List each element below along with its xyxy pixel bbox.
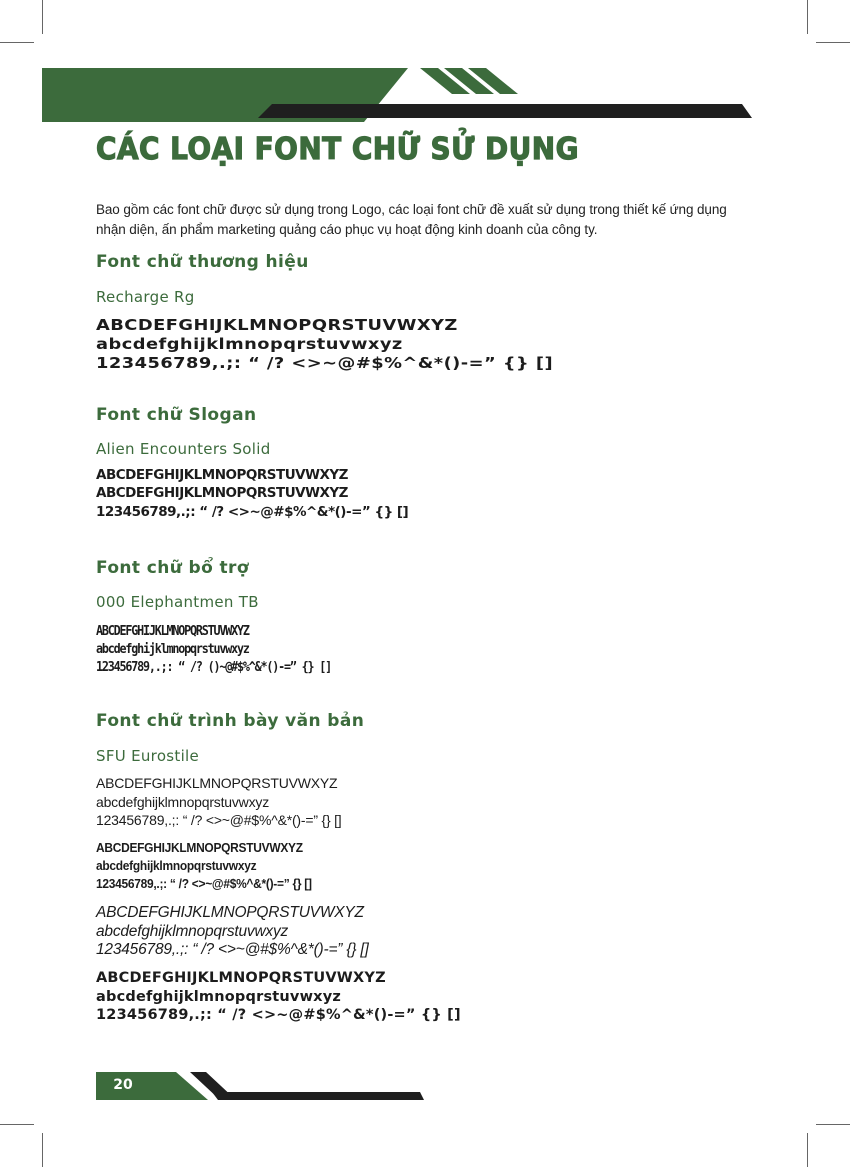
header-dark-bar — [258, 104, 752, 118]
sample-condensed-lowercase: abcdefghijklmnopqrstuvwxyz — [96, 858, 257, 873]
sample-black-numbers: 123456789,.;: “ /? <>~@#$%^&*()-=” {} [] — [96, 1007, 461, 1023]
sample-lowercase: abcdefghijklmnopqrstuvwxyz — [96, 642, 249, 657]
crop-mark — [807, 0, 808, 34]
font-name-alien-encounters: Alien Encounters Solid — [96, 440, 271, 458]
sample-regular-uppercase: ABCDEFGHIJKLMNOPQRSTUVWXYZ — [96, 775, 338, 791]
font-name-eurostile: SFU Eurostile — [96, 747, 200, 765]
page-title: CÁC LOẠI FONT CHỮ SỬ DỤNG — [96, 132, 579, 167]
section-title-slogan-font: Font chữ Slogan — [96, 405, 257, 425]
sample-regular-numbers: 123456789,.;: “ /? <>~@#$%^&*()-=” {} [] — [96, 812, 342, 828]
crop-mark — [816, 42, 850, 43]
sample-uppercase-alt: ABCDEFGHIJKLMNOPQRSTUVWXYZ — [96, 485, 348, 501]
page-number: 20 — [113, 1077, 133, 1093]
sample-numbers: 123456789,.;: “ /? <>~@#$%^&*()-=” {} [] — [96, 354, 554, 372]
crop-mark — [42, 1133, 43, 1167]
font-name-elephantmen: 000 Elephantmen TB — [96, 593, 259, 611]
intro-paragraph: Bao gồm các font chữ được sử dụng trong Logo, các loại font chữ đề xuất sử dụng trong thiết kế ứng dụng nhận diện, ấn phẩm marketing quảng cáo phục vụ hoạt động kinh doanh của công ty. — [96, 202, 727, 237]
footer-dark-bar — [212, 1092, 424, 1100]
crop-mark — [807, 1133, 808, 1167]
sample-uppercase: ABCDEFGHIJKLMNOPQRSTUVWXYZ — [96, 467, 348, 483]
crop-mark — [0, 1124, 34, 1125]
sample-lowercase: abcdefghijklmnopqrstuvwxyz — [96, 335, 403, 353]
section-title-brand-font: Font chữ thương hiệu — [96, 252, 309, 272]
section-title-supporting-font: Font chữ bổ trợ — [96, 558, 249, 578]
crop-mark — [0, 42, 34, 43]
sample-regular-lowercase: abcdefghijklmnopqrstuvwxyz — [96, 794, 269, 810]
sample-uppercase: ABCDEFGHIJKLMNOPQRSTUVWXYZ — [96, 624, 249, 639]
crop-mark — [42, 0, 43, 34]
sample-black-uppercase: ABCDEFGHIJKLMNOPQRSTUVWXYZ — [96, 970, 386, 986]
crop-mark — [816, 1124, 850, 1125]
sample-italic-lowercase: abcdefghijklmnopqrstuvwxyz — [96, 923, 289, 940]
sample-uppercase: ABCDEFGHIJKLMNOPQRSTUVWXYZ — [96, 316, 458, 334]
sample-numbers: 123456789,.;: “ /? ()~@#$%^&*()-=” {} [] — [96, 660, 331, 675]
section-title-body-font: Font chữ trình bày văn bản — [96, 711, 365, 731]
sample-italic-uppercase: ABCDEFGHIJKLMNOPQRSTUVWXYZ — [96, 904, 364, 921]
sample-black-lowercase: abcdefghijklmnopqrstuvwxyz — [96, 989, 342, 1005]
sample-condensed-numbers: 123456789,.;: “ /? <>~@#$%^&*()-=” {} [] — [96, 876, 312, 891]
header-banner — [0, 60, 850, 124]
sample-italic-numbers: 123456789,.;: “ /? <>~@#$%^&*()-=” {} [] — [96, 941, 369, 958]
sample-condensed-uppercase: ABCDEFGHIJKLMNOPQRSTUVWXYZ — [96, 840, 303, 855]
sample-numbers: 123456789,.;: “ /? <>~@#$%^&*()-=” {} [] — [96, 504, 409, 520]
font-name-recharge: Recharge Rg — [96, 288, 195, 306]
